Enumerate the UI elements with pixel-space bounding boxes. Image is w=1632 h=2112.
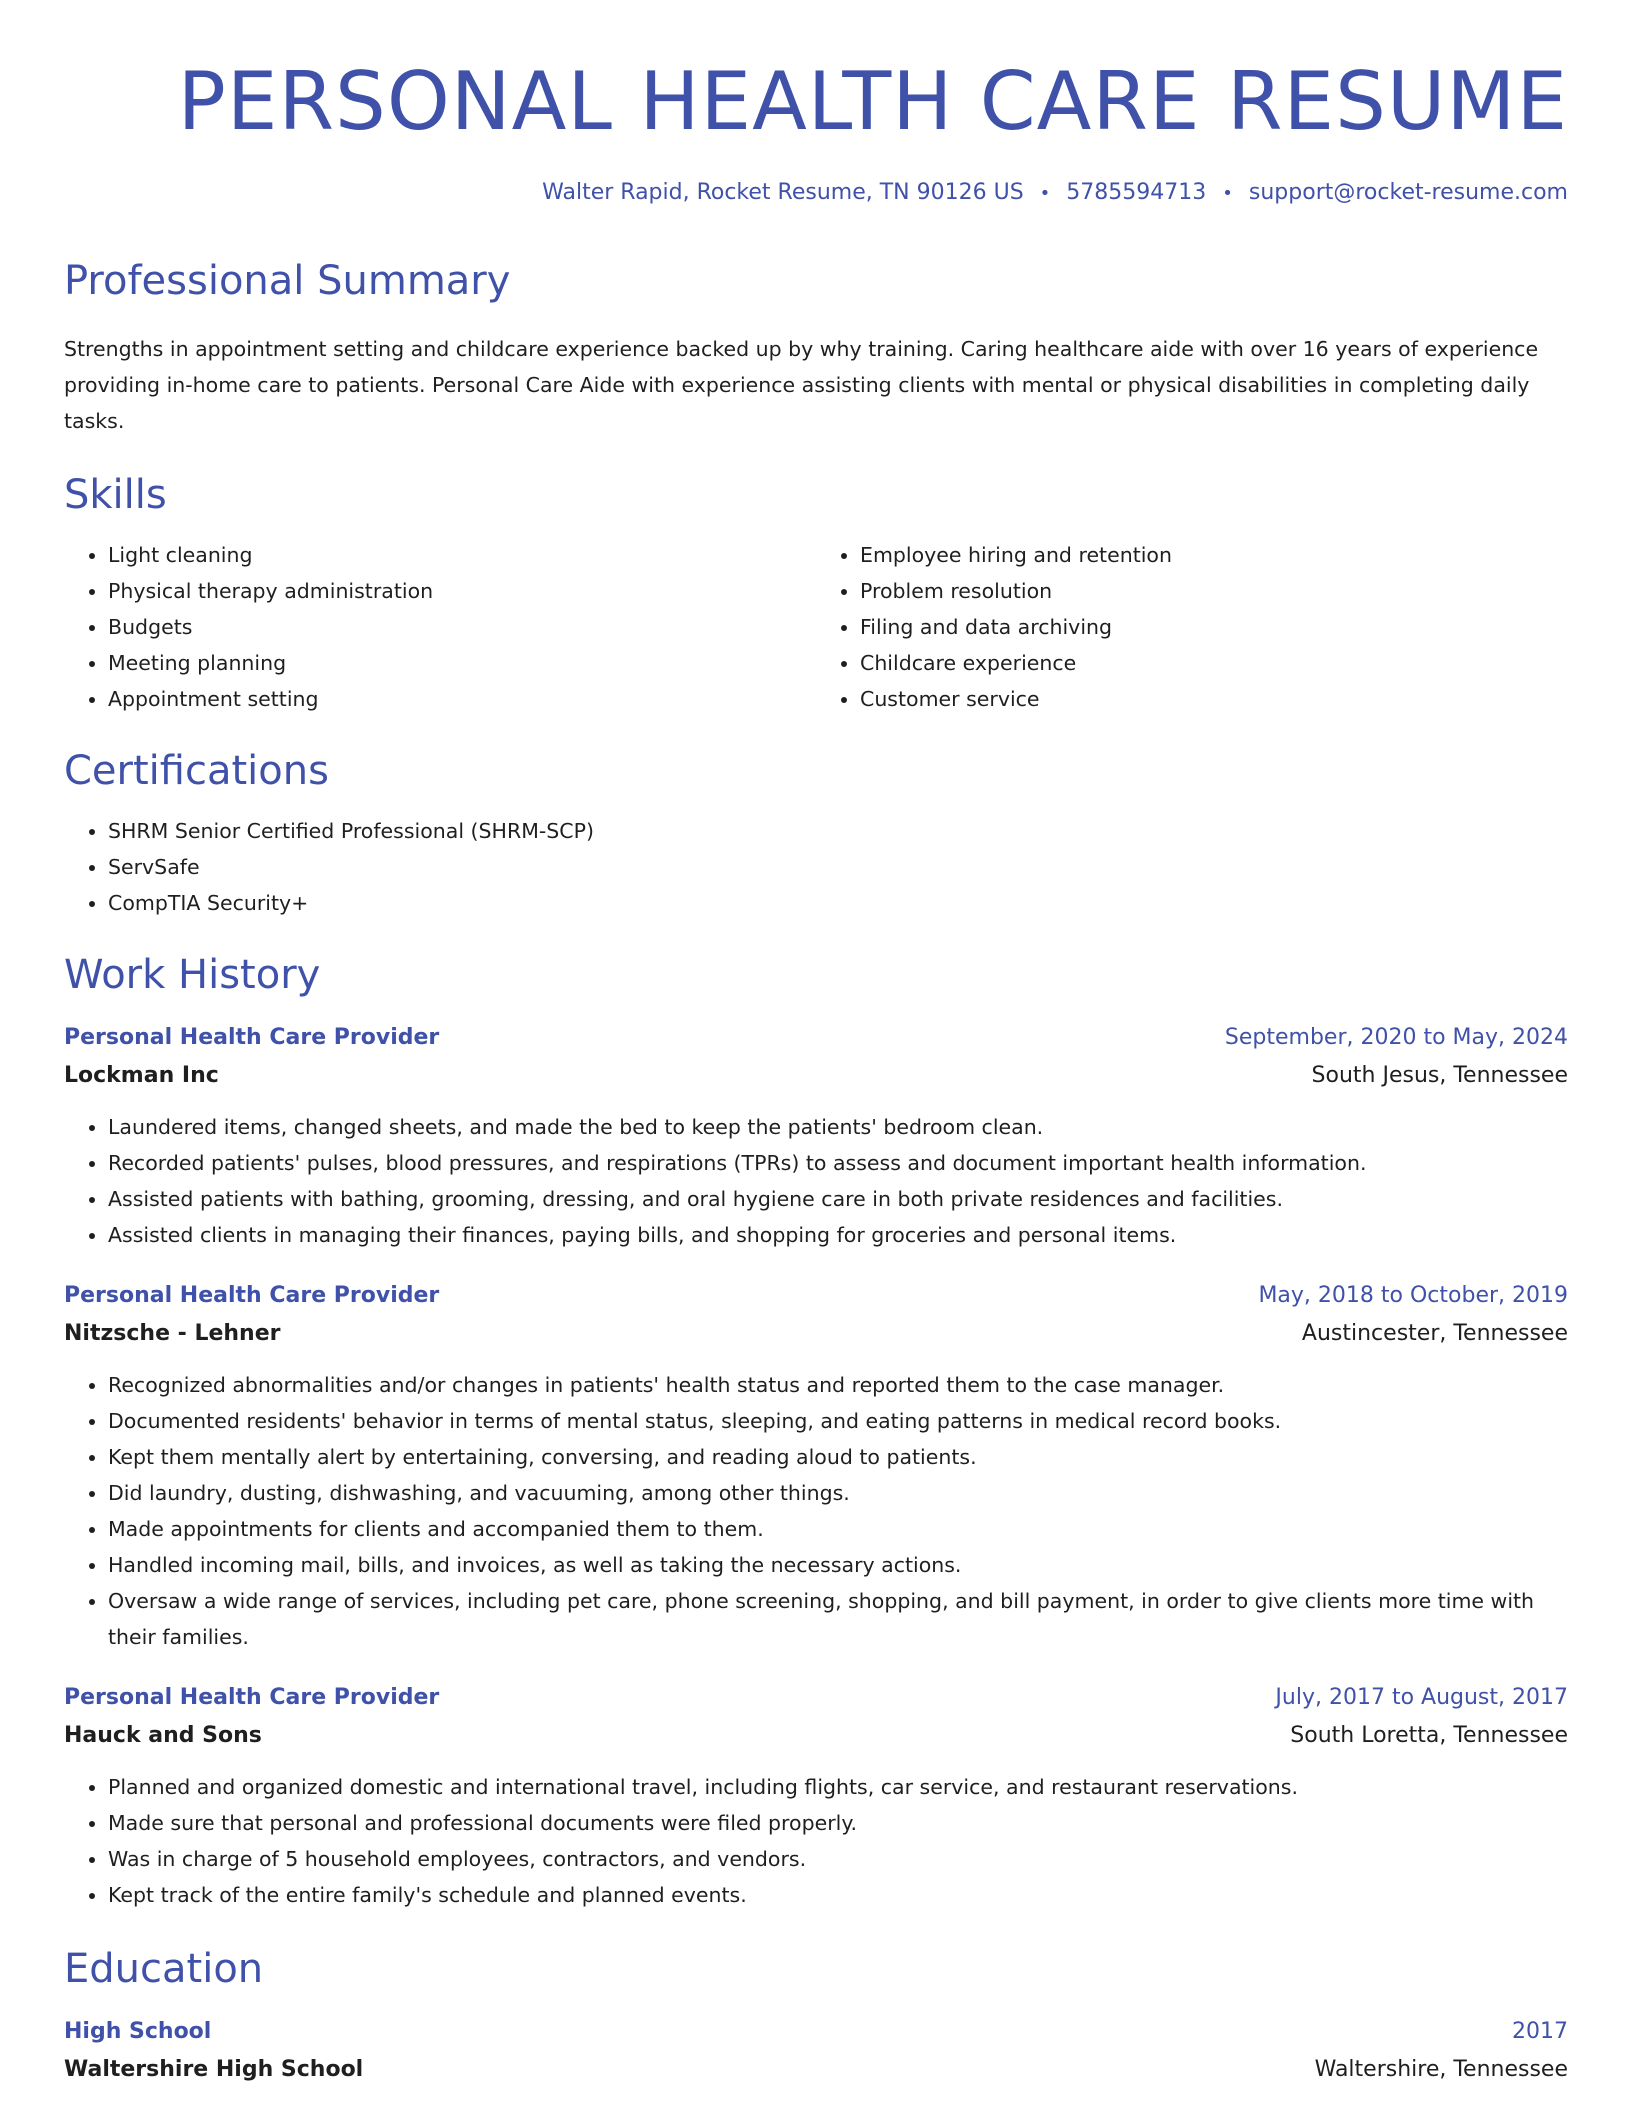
job-duties (64, 1367, 1568, 1655)
skills-column-right (816, 537, 1568, 717)
job-duty: • Planned and organized domestic and international travel, including flights, car service, and restaurant reservations. (108, 1769, 1568, 1805)
summary-heading: Professional Summary (64, 258, 511, 304)
resume-page (64, 0, 1568, 2089)
education-heading: Education (64, 1946, 264, 1992)
job-location: South Jesus, Tennessee (1311, 1063, 1568, 1088)
job-duty: • Recognized abnormalities and/or changes in patients' health status and reported them to the case manager. (108, 1367, 1568, 1403)
job-duty: • Kept track of the entire family's schedule and planned events. (108, 1877, 1568, 1913)
contact-email: support@rocket-resume.com (1248, 180, 1568, 205)
job-duty: • Did laundry, dusting, dishwashing, and vacuuming, among other things. (108, 1475, 1568, 1511)
job-role: Personal Health Care Provider (64, 1685, 440, 1710)
job-duty: • Oversaw a wide range of services, including pet care, phone screening, shopping, and bill payment, in order to give clients more time with their families. (108, 1583, 1568, 1655)
job-duty: • Assisted clients in managing their finances, paying bills, and shopping for groceries and personal items. (108, 1217, 1568, 1253)
skill-item: • Employee hiring and retention (860, 537, 1568, 573)
skill-item: • Appointment setting (108, 681, 816, 717)
education-school: Waltershire High School (64, 2057, 364, 2082)
job-duty: • Laundered items, changed sheets, and made the bed to keep the patients' bedroom clean. (108, 1109, 1568, 1145)
skill-item: • Light cleaning (108, 537, 816, 573)
skills-column-left (64, 537, 816, 717)
job-entry (64, 1679, 1568, 1913)
job-location: Austincester, Tennessee (1301, 1321, 1568, 1346)
job-role: Personal Health Care Provider (64, 1025, 440, 1050)
job-duty: • Was in charge of 5 household employees, contractors, and vendors. (108, 1841, 1568, 1877)
job-duty: • Kept them mentally alert by entertaining, conversing, and reading aloud to patients. (108, 1439, 1568, 1475)
job-duty: • Handled incoming mail, bills, and invoices, as well as taking the necessary actions. (108, 1547, 1568, 1583)
work-history-heading: Work History (64, 952, 321, 998)
skill-item: • Childcare experience (860, 645, 1568, 681)
certification-item: • ServSafe (108, 849, 1568, 885)
job-duty: • Made appointments for clients and accompanied them to them. (108, 1511, 1568, 1547)
contact-separator: • (1039, 183, 1051, 204)
contact-address: Walter Rapid, Rocket Resume, TN 90126 US (542, 180, 1024, 205)
education-entry (64, 2013, 1568, 2089)
skill-item: • Filing and data archiving (860, 609, 1568, 645)
contact-phone: 5785594713 (1066, 180, 1207, 205)
job-duty: • Documented residents' behavior in terms of mental status, sleeping, and eating patterns in medical record books. (108, 1403, 1568, 1439)
job-dates: September, 2020 to May, 2024 (1224, 1025, 1568, 1050)
skill-item: • Physical therapy administration (108, 573, 816, 609)
skills-grid (64, 537, 1568, 717)
skill-item: • Customer service (860, 681, 1568, 717)
resume-title: PERSONAL HEALTH CARE RESUME (177, 55, 1568, 148)
job-duty: • Assisted patients with bathing, grooming, dressing, and oral hygiene care in both private residences and facilities. (108, 1181, 1568, 1217)
skill-item: • Meeting planning (108, 645, 816, 681)
skill-item: • Problem resolution (860, 573, 1568, 609)
job-company: Nitzsche - Lehner (64, 1321, 281, 1346)
job-role: Personal Health Care Provider (64, 1283, 440, 1308)
education-year: 2017 (1512, 2019, 1568, 2044)
certification-item: • SHRM Senior Certified Professional (SHRM-SCP) (108, 813, 1568, 849)
skill-item: • Budgets (108, 609, 816, 645)
education-location: Waltershire, Tennessee (1314, 2057, 1568, 2082)
job-location: South Loretta, Tennessee (1290, 1723, 1568, 1748)
job-duty: • Made sure that personal and professional documents were filed properly. (108, 1805, 1568, 1841)
job-entry (64, 1019, 1568, 1253)
summary-text: Strengths in appointment setting and childcare experience backed up by why training. Caring healthcare aide with over 16 years of experience providing in-home care to patients. Personal Care Aide with experience assisting clients with mental or physical disabilities in completing daily tasks. (64, 337, 1539, 433)
contact-separator: • (1222, 183, 1233, 204)
job-company: Lockman Inc (64, 1063, 219, 1088)
job-dates: May, 2018 to October, 2019 (1258, 1283, 1568, 1308)
job-duty: • Recorded patients' pulses, blood pressures, and respirations (TPRs) to assess and document important health information. (108, 1145, 1568, 1181)
education-degree: High School (64, 2019, 212, 2044)
job-duties (64, 1109, 1568, 1253)
certifications-list (64, 813, 1568, 921)
skills-heading: Skills (64, 472, 167, 518)
certification-item: • CompTIA Security+ (108, 885, 1568, 921)
job-duties (64, 1769, 1568, 1913)
job-dates: July, 2017 to August, 2017 (1275, 1685, 1568, 1710)
certifications-heading: Certifications (64, 748, 329, 794)
job-entry (64, 1277, 1568, 1655)
contact-line (64, 180, 1568, 205)
job-company: Hauck and Sons (64, 1723, 262, 1748)
